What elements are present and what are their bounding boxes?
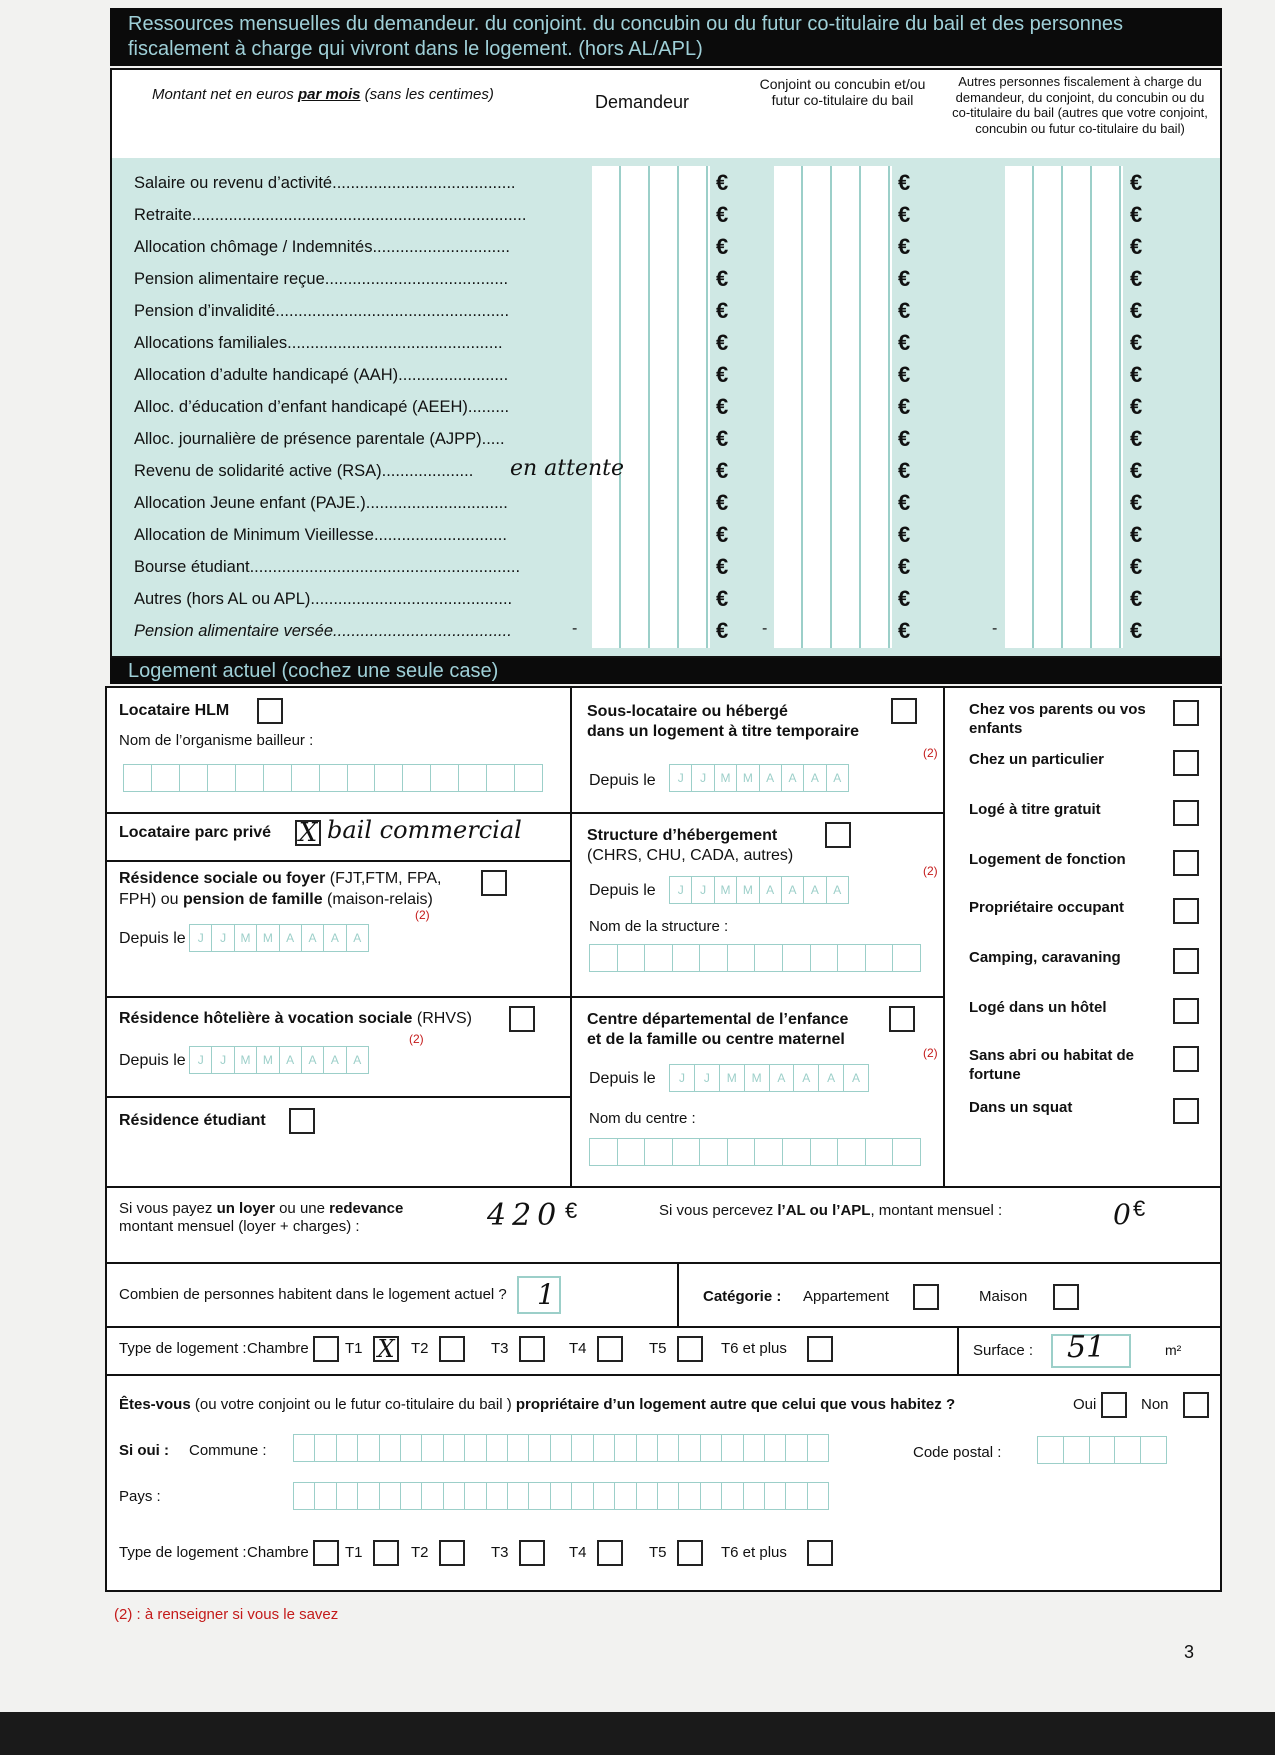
surface-unit: m² — [1165, 1342, 1182, 1358]
type-option-label: T5 — [649, 1544, 667, 1561]
type-option-checkbox[interactable] — [373, 1336, 399, 1362]
hlm-org-input[interactable] — [123, 764, 543, 792]
structure-checkbox[interactable] — [825, 822, 851, 848]
income-row-label: Retraite......................................................................... — [134, 206, 527, 224]
euro-sign: € — [716, 202, 729, 227]
euro-sign: € — [1130, 266, 1143, 291]
income-row — [112, 392, 1220, 424]
housing-table — [105, 686, 1222, 1592]
euro-sign: € — [1130, 330, 1143, 355]
al-amount: 0 — [1113, 1198, 1131, 1231]
commune-label: Commune : — [189, 1442, 267, 1459]
code-postal-input[interactable] — [1037, 1436, 1167, 1464]
euro-sign: € — [1130, 426, 1143, 451]
sous-loc-depuis: Depuis le — [589, 772, 656, 789]
conjoint-amount-input[interactable] — [772, 298, 892, 326]
hlm-checkbox[interactable] — [257, 698, 283, 724]
right-option-label: Logé à titre gratuit — [969, 801, 1101, 818]
autres-amount-input[interactable] — [1002, 394, 1122, 422]
type-option-label: T4 — [569, 1544, 587, 1561]
col-conjoint: Conjoint ou concubin et/ou futur co-titulaire du bail — [759, 76, 926, 108]
autres-amount-input[interactable] — [1002, 298, 1122, 326]
euro-sign: € — [716, 458, 729, 483]
conjoint-amount-input[interactable] — [772, 394, 892, 422]
maison-checkbox[interactable] — [1053, 1284, 1079, 1310]
euro-sign: € — [1130, 170, 1143, 195]
hlm-org-label: Nom de l’organisme bailleur : — [119, 732, 314, 749]
centre-nom-label: Nom du centre : — [589, 1110, 696, 1127]
type-label: Type de logement : — [119, 1340, 247, 1357]
date-digit: A — [804, 765, 826, 791]
income-row — [112, 200, 1220, 232]
date-digit: M — [737, 765, 759, 791]
type-option-label: T4 — [569, 1340, 587, 1357]
right-option-label: Propriétaire occupant — [969, 899, 1125, 916]
income-row — [112, 232, 1220, 264]
rhvs-date[interactable] — [189, 1046, 369, 1074]
rent-label: Si vous payez un loyer ou une redevance montant mensuel (loyer + charges) : — [119, 1200, 404, 1235]
date-digit: J — [670, 877, 692, 903]
conjoint-amount-input[interactable] — [772, 458, 892, 486]
rhvs-note: (2) — [409, 1032, 424, 1046]
date-digit: A — [353, 1053, 362, 1067]
type-option-checkbox[interactable] — [807, 1336, 833, 1362]
type-option-label: T2 — [411, 1544, 429, 1561]
date-digit: J — [190, 925, 212, 951]
autres-amount-input[interactable] — [1002, 586, 1122, 614]
date-digit: A — [833, 771, 842, 785]
demandeur-amount-input[interactable] — [592, 202, 712, 230]
rhvs-checkbox[interactable] — [509, 1006, 535, 1032]
date-digit: A — [794, 1065, 819, 1091]
demandeur-amount-input[interactable] — [592, 362, 712, 390]
residence-sociale-checkbox[interactable] — [481, 870, 507, 896]
euro-sign: € — [716, 266, 729, 291]
date-digit: M — [737, 877, 759, 903]
centre-date[interactable] — [669, 1064, 869, 1092]
date-digit: M — [235, 925, 257, 951]
date-digit: A — [280, 1047, 302, 1073]
code-postal-label: Code postal : — [913, 1444, 1002, 1461]
euro-sign: € — [898, 490, 911, 515]
owner-type-label: Type de logement : — [119, 1544, 247, 1561]
income-row-label: Pension d’invalidité................................................... — [134, 302, 510, 320]
euro-sign: € — [1130, 234, 1143, 259]
type-option-checkbox[interactable] — [807, 1540, 833, 1566]
demandeur-amount-input[interactable] — [592, 330, 712, 358]
conjoint-amount-input[interactable] — [772, 426, 892, 454]
hlm-label: Locataire HLM — [119, 702, 230, 719]
income-table — [110, 68, 1222, 658]
appartement-checkbox[interactable] — [913, 1284, 939, 1310]
income-row-label: Autres (hors AL ou APL)............................................ — [134, 590, 513, 608]
income-row — [112, 328, 1220, 360]
right-option-checkbox[interactable] — [1173, 948, 1199, 974]
date-digit: A — [760, 765, 782, 791]
demandeur-amount-input[interactable] — [592, 490, 712, 518]
type-option-label: T5 — [649, 1340, 667, 1357]
conjoint-amount-input[interactable] — [772, 266, 892, 294]
conjoint-amount-input[interactable] — [772, 362, 892, 390]
euro-sign: € — [1130, 618, 1143, 643]
euro-sign: € — [898, 170, 911, 195]
income-row — [112, 584, 1220, 616]
right-option-checkbox[interactable] — [1173, 800, 1199, 826]
centre-depuis: Depuis le — [589, 1070, 656, 1087]
euro-sign: € — [898, 618, 911, 643]
type-option-label: T3 — [491, 1544, 509, 1561]
autres-amount-input[interactable] — [1002, 618, 1122, 646]
type-option-checkbox[interactable] — [439, 1336, 465, 1362]
income-row-label: Allocation chômage / Indemnités.............................. — [134, 238, 510, 256]
right-option-checkbox[interactable] — [1173, 898, 1199, 924]
income-row-label: Allocation de Minimum Vieillesse............................. — [134, 526, 507, 544]
date-digit: M — [715, 765, 737, 791]
date-digit: A — [760, 877, 782, 903]
demandeur-amount-input[interactable] — [592, 234, 712, 262]
rent-amount: 420 — [487, 1198, 563, 1233]
income-row-label: Pension alimentaire reçue........................................ — [134, 270, 509, 288]
date-digit: M — [720, 1065, 745, 1091]
right-option-checkbox[interactable] — [1173, 850, 1199, 876]
conjoint-amount-input[interactable] — [772, 490, 892, 518]
type-option-checkbox[interactable] — [313, 1336, 339, 1362]
euro-sign: € — [898, 426, 911, 451]
dash: - — [992, 620, 998, 637]
euro-sign: € — [898, 266, 911, 291]
type-option-checkbox[interactable] — [597, 1336, 623, 1362]
commune-input[interactable] — [293, 1434, 829, 1462]
type-option-checkbox[interactable] — [597, 1540, 623, 1566]
dash: - — [572, 620, 578, 637]
date-digit: J — [190, 1047, 212, 1073]
autres-amount-input[interactable] — [1002, 234, 1122, 262]
conjoint-amount-input[interactable] — [772, 170, 892, 198]
type-option-checkbox[interactable] — [677, 1336, 703, 1362]
type-option-label: Chambre — [247, 1544, 309, 1561]
demandeur-amount-input[interactable] — [592, 458, 712, 486]
demandeur-amount-input[interactable] — [592, 618, 712, 646]
income-row-label: Allocations familiales............................................... — [134, 334, 503, 352]
date-digit: A — [302, 1047, 324, 1073]
centre-checkbox[interactable] — [889, 1006, 915, 1032]
rent-euro: € — [565, 1198, 578, 1223]
si-oui-label: Si oui : — [119, 1442, 169, 1459]
date-digit: J — [212, 1047, 234, 1073]
structure-depuis: Depuis le — [589, 882, 656, 899]
conjoint-amount-input[interactable] — [772, 522, 892, 550]
structure-note: (2) — [923, 864, 938, 878]
residence-sociale-date[interactable] — [189, 924, 369, 952]
right-option-label: Logé dans un hôtel — [969, 999, 1107, 1016]
right-option-label: Logement de fonction — [969, 851, 1126, 868]
pays-input[interactable] — [293, 1482, 829, 1510]
income-row — [112, 552, 1220, 584]
autres-amount-input[interactable] — [1002, 458, 1122, 486]
prive-check-mark: X — [298, 818, 318, 848]
type-option-label: T6 et plus — [721, 1340, 787, 1357]
income-row — [112, 168, 1220, 200]
col-demandeur: Demandeur — [595, 92, 690, 112]
income-row — [112, 520, 1220, 552]
right-option-checkbox[interactable] — [1173, 1046, 1199, 1072]
date-digit: M — [257, 925, 279, 951]
prive-handwriting: bail commercial — [327, 816, 522, 844]
type-option-label: T1 — [345, 1544, 363, 1561]
income-row-label: Pension alimentaire versée....................................... — [134, 622, 512, 640]
centre-label: Centre départemental de l’enfance et de la famille ou centre maternel — [587, 1011, 849, 1048]
autres-amount-input[interactable] — [1002, 426, 1122, 454]
income-row-label: Alloc. d’éducation d’enfant handicapé (AEEH)......... — [134, 398, 510, 416]
date-digit: A — [353, 931, 362, 945]
footnote: (2) : à renseigner si vous le savez — [114, 1606, 339, 1623]
right-option-label: Chez vos parents ou vos enfants — [969, 701, 1146, 737]
date-digit: M — [235, 1047, 257, 1073]
autres-amount-input[interactable] — [1002, 330, 1122, 358]
euro-sign: € — [716, 298, 729, 323]
date-digit: A — [324, 1047, 346, 1073]
euro-sign: € — [1130, 586, 1143, 611]
right-option-checkbox[interactable] — [1173, 998, 1199, 1024]
housing-header — [110, 658, 1222, 684]
euro-sign: € — [716, 394, 729, 419]
date-digit: J — [212, 925, 234, 951]
autres-amount-input[interactable] — [1002, 266, 1122, 294]
type-option-label: T6 et plus — [721, 1544, 787, 1561]
euro-sign: € — [898, 394, 911, 419]
right-option-checkbox[interactable] — [1173, 750, 1199, 776]
structure-label: Structure d’hébergement (CHRS, CHU, CADA, autres) — [587, 827, 794, 864]
conjoint-amount-input[interactable] — [772, 330, 892, 358]
autres-amount-input[interactable] — [1002, 522, 1122, 550]
date-digit: M — [715, 877, 737, 903]
date-digit: J — [692, 877, 714, 903]
type-option-label: T2 — [411, 1340, 429, 1357]
euro-sign: € — [716, 618, 729, 643]
euro-sign: € — [716, 554, 729, 579]
income-row-label: Revenu de solidarité active (RSA).................... — [134, 462, 474, 480]
residence-sociale-note: (2) — [415, 908, 430, 922]
rhvs-label: Résidence hôtelière à vocation sociale (RHVS) — [119, 1010, 473, 1027]
type-check-mark: X — [377, 1335, 395, 1363]
demandeur-amount-input[interactable] — [592, 170, 712, 198]
appartement-label: Appartement — [803, 1288, 889, 1305]
euro-sign: € — [898, 234, 911, 259]
residence-sociale-label: Résidence sociale ou foyer (FJT,FTM, FPA, FPH) ou pension de famille (maison-relais) — [119, 870, 442, 908]
categorie-label: Catégorie : — [703, 1288, 782, 1305]
euro-sign: € — [898, 298, 911, 323]
conjoint-amount-input[interactable] — [772, 586, 892, 614]
euro-sign: € — [716, 330, 729, 355]
demandeur-amount-input[interactable] — [592, 298, 712, 326]
autres-amount-input[interactable] — [1002, 202, 1122, 230]
date-digit: A — [302, 925, 324, 951]
right-option-checkbox[interactable] — [1173, 1098, 1199, 1124]
owner-question: Êtes-vous (ou votre conjoint ou le futur co-titulaire du bail ) propriétaire d’un logement autre que celui que vous habitez ? — [119, 1396, 956, 1413]
persons-label: Combien de personnes habitent dans le logement actuel ? — [119, 1286, 507, 1303]
persons-value: 1 — [537, 1278, 555, 1311]
euro-sign: € — [1130, 522, 1143, 547]
date-digit: A — [280, 925, 302, 951]
income-row — [112, 488, 1220, 520]
euro-sign: € — [898, 362, 911, 387]
type-option-checkbox[interactable] — [519, 1540, 545, 1566]
date-digit: A — [770, 1065, 795, 1091]
euro-sign: € — [898, 554, 911, 579]
owner-oui-label: Oui — [1073, 1396, 1097, 1413]
date-digit: A — [324, 925, 346, 951]
date-digit: A — [852, 1071, 861, 1085]
conjoint-amount-input[interactable] — [772, 618, 892, 646]
income-row — [112, 264, 1220, 296]
euro-sign: € — [1130, 298, 1143, 323]
income-row — [112, 456, 1220, 488]
right-option-checkbox[interactable] — [1173, 700, 1199, 726]
etudiant-label: Résidence étudiant — [119, 1112, 266, 1129]
euro-sign: € — [716, 586, 729, 611]
right-option-label: Sans abri ou habitat de fortune — [969, 1047, 1135, 1083]
euro-sign: € — [898, 202, 911, 227]
autres-amount-input[interactable] — [1002, 490, 1122, 518]
date-digit: A — [782, 765, 804, 791]
income-row — [112, 424, 1220, 456]
autres-amount-input[interactable] — [1002, 362, 1122, 390]
date-digit: J — [692, 765, 714, 791]
autres-amount-input[interactable] — [1002, 170, 1122, 198]
type-option-checkbox[interactable] — [677, 1540, 703, 1566]
type-option-label: T1 — [345, 1340, 363, 1357]
rhvs-depuis: Depuis le — [119, 1052, 186, 1069]
income-row-label: Allocation Jeune enfant (PAJE.)............................... — [134, 494, 508, 512]
euro-sign: € — [1130, 458, 1143, 483]
euro-sign: € — [898, 522, 911, 547]
date-digit: A — [819, 1065, 844, 1091]
surface-label: Surface : — [973, 1342, 1034, 1359]
residence-sociale-depuis: Depuis le — [119, 930, 186, 947]
euro-sign: € — [898, 586, 911, 611]
euro-sign: € — [716, 234, 729, 259]
owner-non-label: Non — [1141, 1396, 1169, 1413]
type-option-label: Chambre — [247, 1340, 309, 1357]
type-option-checkbox[interactable] — [313, 1540, 339, 1566]
income-row-label: Allocation d’adulte handicapé (AAH)........................ — [134, 366, 509, 384]
euro-sign: € — [716, 522, 729, 547]
autres-amount-input[interactable] — [1002, 554, 1122, 582]
right-option-label: Camping, caravaning — [969, 949, 1121, 966]
type-option-checkbox[interactable] — [439, 1540, 465, 1566]
etudiant-checkbox[interactable] — [289, 1108, 315, 1134]
euro-sign: € — [1130, 362, 1143, 387]
euro-sign: € — [1130, 394, 1143, 419]
owner-non-checkbox[interactable] — [1183, 1392, 1209, 1418]
sous-loc-checkbox[interactable] — [891, 698, 917, 724]
income-row — [112, 360, 1220, 392]
income-row-label: Salaire ou revenu d’activité........................................ — [134, 174, 516, 192]
al-label: Si vous percevez l’AL ou l’APL, montant mensuel : — [659, 1202, 1003, 1219]
date-digit: M — [745, 1065, 770, 1091]
demandeur-amount-input[interactable] — [592, 394, 712, 422]
income-row-label: Alloc. journalière de présence parentale (AJPP)..... — [134, 430, 505, 448]
prive-label: Locataire parc privé — [119, 824, 272, 841]
type-option-label: T3 — [491, 1340, 509, 1357]
centre-nom-input[interactable] — [589, 1138, 921, 1166]
income-row — [112, 296, 1220, 328]
euro-sign: € — [898, 458, 911, 483]
pays-label: Pays : — [119, 1488, 161, 1505]
date-digit: A — [833, 883, 842, 897]
sous-loc-date[interactable] — [669, 764, 849, 792]
euro-sign: € — [898, 330, 911, 355]
income-header — [110, 8, 1222, 66]
date-digit: A — [804, 877, 826, 903]
euro-sign: € — [1130, 490, 1143, 515]
structure-nom-label: Nom de la structure : — [589, 918, 729, 935]
date-digit: J — [670, 765, 692, 791]
demandeur-amount-input[interactable] — [592, 426, 712, 454]
rsa-handwriting: en attente — [510, 456, 625, 481]
right-option-label: Chez un particulier — [969, 751, 1105, 768]
page-number: 3 — [1184, 1642, 1195, 1662]
amount-note: Montant net en euros par mois (sans les centimes) — [152, 86, 494, 103]
euro-sign: € — [716, 170, 729, 195]
type-option-checkbox[interactable] — [519, 1336, 545, 1362]
demandeur-amount-input[interactable] — [592, 266, 712, 294]
right-option-label: Dans un squat — [969, 1099, 1073, 1116]
conjoint-amount-input[interactable] — [772, 234, 892, 262]
conjoint-amount-input[interactable] — [772, 554, 892, 582]
demandeur-amount-input[interactable] — [592, 522, 712, 550]
date-digit: J — [695, 1065, 720, 1091]
type-option-checkbox[interactable] — [373, 1540, 399, 1566]
date-digit: J — [670, 1065, 695, 1091]
sous-loc-label: Sous-locataire ou hébergé dans un logement à titre temporaire — [587, 703, 860, 740]
surface-value: 51 — [1067, 1330, 1106, 1365]
date-digit: M — [257, 1047, 279, 1073]
income-rows — [112, 168, 1220, 648]
al-euro: € — [1133, 1196, 1146, 1221]
euro-sign: € — [1130, 202, 1143, 227]
owner-oui-checkbox[interactable] — [1101, 1392, 1127, 1418]
housing-header-text: Logement actuel (cochez une seule case) — [128, 660, 499, 682]
conjoint-amount-input[interactable] — [772, 202, 892, 230]
demandeur-amount-input[interactable] — [592, 554, 712, 582]
maison-label: Maison — [979, 1288, 1028, 1305]
structure-nom-input[interactable] — [589, 944, 921, 972]
demandeur-amount-input[interactable] — [592, 586, 712, 614]
euro-sign: € — [716, 362, 729, 387]
dash: - — [762, 620, 768, 637]
sous-loc-note: (2) — [923, 746, 938, 760]
income-header-text: Ressources mensuelles du demandeur. du conjoint. du concubin ou du futur co-titulaire du bail et des personnes fiscalement à charge qui vivront dans le logement. (hors AL/APL) — [128, 13, 1124, 60]
income-row — [112, 616, 1220, 648]
structure-date[interactable] — [669, 876, 849, 904]
euro-sign: € — [1130, 554, 1143, 579]
date-digit: A — [782, 877, 804, 903]
col-autres: Autres personnes fiscalement à charge du demandeur, du conjoint, du concubin ou du co-titulaire du bail (autres que votre conjoint, concubin ou futur co-titulaire du bail) — [952, 74, 1208, 136]
prive-checkbox[interactable] — [295, 820, 321, 846]
income-row-label: Bourse étudiant........................................................... — [134, 558, 521, 576]
euro-sign: € — [716, 426, 729, 451]
centre-note: (2) — [923, 1046, 938, 1060]
euro-sign: € — [716, 490, 729, 515]
